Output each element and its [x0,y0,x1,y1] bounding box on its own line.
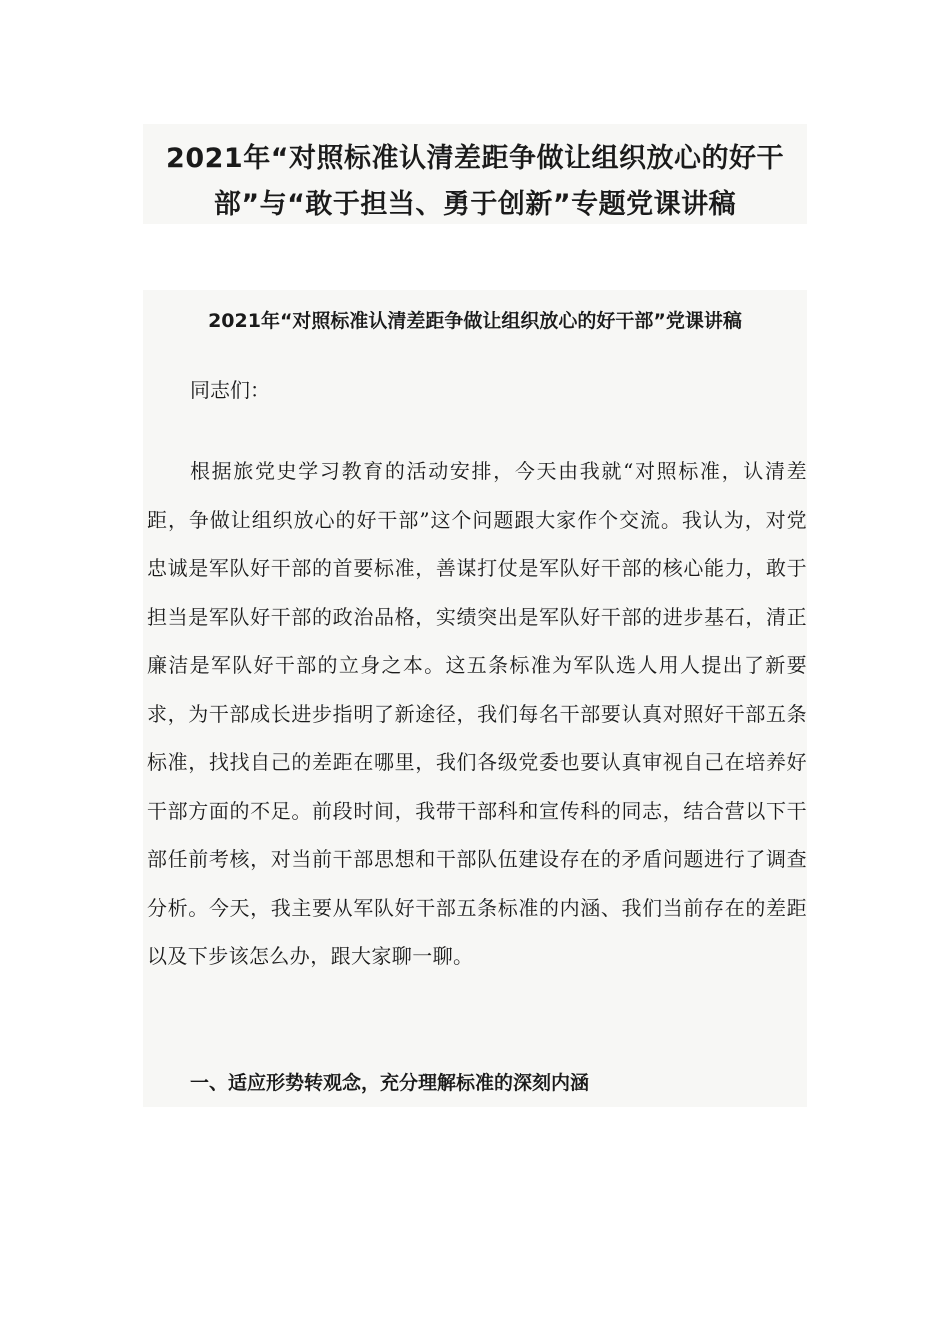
speech-subtitle: 2021年“对照标准认清差距争做让组织放心的好干部”党课讲稿 [208,310,742,332]
body-paragraph: 根据旅党史学习教育的活动安排，今天由我就“对照标准，认清差距，争做让组织放心的好干部”这个问题跟大家作个交流。我认为，对党忠诚是军队好干部的首要标准，善谋打仗是军队好干部的核心能力，敢于担当是军队好干部的政治品格，实绩突出是军队好干部的进步基石，清正廉洁是军队好干部的立身之本。这五条标准为军队选人用人提出了新要求，为干部成长进步指明了新途径，我们每名干部要认真对照好干部五条标准，找找自己的差距在哪里，我们各级党委也要认真审视自己在培养好干部方面的不足。前段时间，我带干部科和宣传科的同志，结合营以下干部任前考核，对当前干部思想和干部队伍建设存在的矛盾问题进行了调查分析。今天，我主要从军队好干部五条标准的内涵、我们当前存在的差距以及下步该怎么办，跟大家聊一聊。 [147,459,807,968]
section-heading: 一、适应形势转观念，充分理解标准的深刻内涵 [190,1072,590,1094]
body-block [143,290,807,1107]
greeting: 同志们： [190,378,270,402]
title-block [143,124,807,224]
document-title: 2021年“对照标准认清差距争做让组织放心的好干部”与“敢于担当、勇于创新”专题党课讲稿 [166,143,784,220]
